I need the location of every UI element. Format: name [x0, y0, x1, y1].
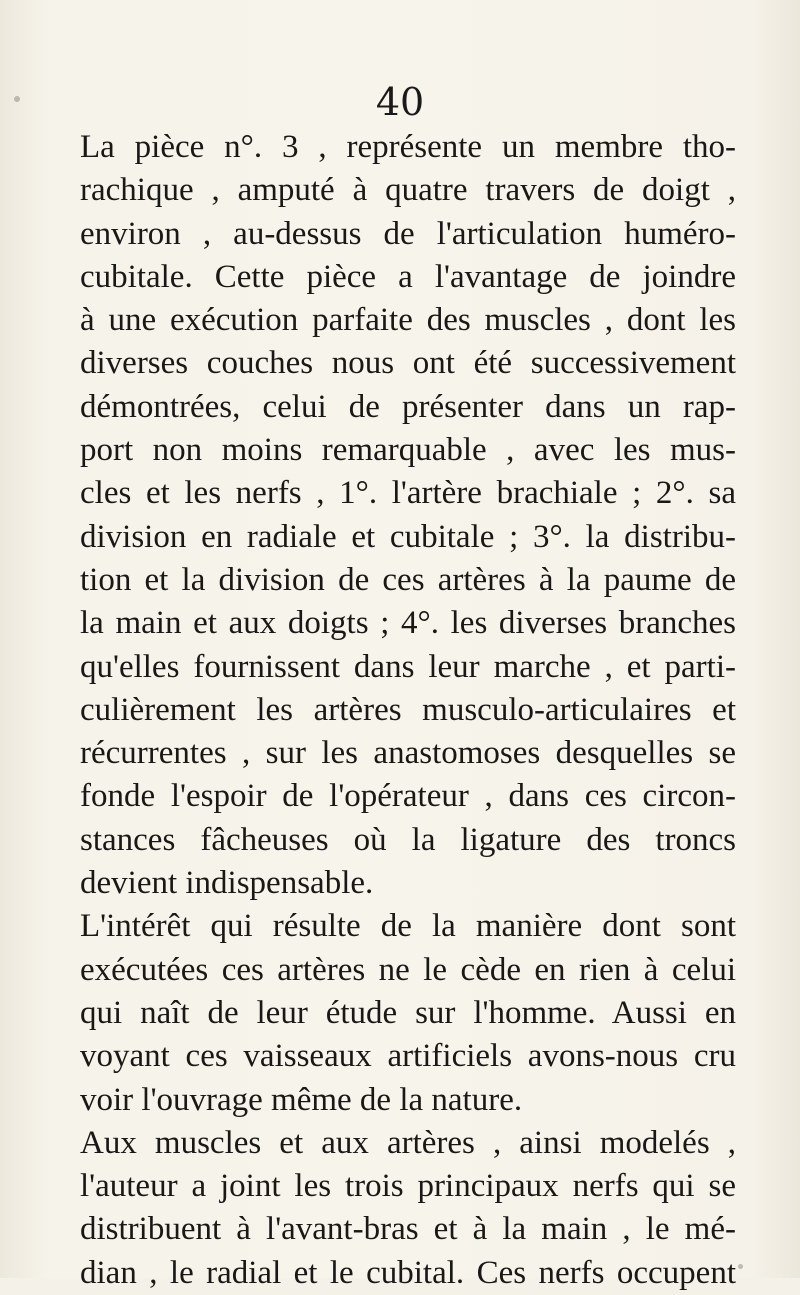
- text-line: voyant ces vaisseaux artificiels avons-nous cru: [80, 1038, 736, 1075]
- text-line: division en radiale et cubitale ; 3°. la distribu-: [80, 518, 736, 555]
- text-line: La pièce n°. 3 , représente un membre tho-: [80, 129, 736, 165]
- text-line: exécutées ces artères ne le cède en rien à celui: [80, 951, 736, 988]
- text-line: distribuent à l'avant-bras et à la main , le mé-: [80, 1211, 736, 1248]
- text-line: devient indispensable.: [80, 865, 374, 902]
- text-line: dian , le radial et le cubital. Ces nerfs occupent: [80, 1254, 736, 1291]
- text-line: cles et les nerfs , 1°. l'artère brachiale ; 2°. sa: [80, 475, 736, 512]
- text-line: diverses couches nous ont été successivement: [80, 345, 736, 382]
- text-line: qu'elles fournissent dans leur marche , et parti-: [80, 648, 736, 685]
- text-line: à une exécution parfaite des muscles , dont les: [80, 302, 736, 339]
- text-line: Aux muscles et aux artères , ainsi modelés ,: [80, 1124, 736, 1161]
- text-line: culièrement les artères musculo-articulaires et: [80, 691, 736, 728]
- text-line: récurrentes , sur les anastomoses desquelles se: [80, 735, 736, 772]
- text-line: rachique , amputé à quatre travers de doigt ,: [80, 172, 736, 209]
- text-line: qui naît de leur étude sur l'homme. Aussi en: [80, 994, 736, 1031]
- page-number: 40: [375, 80, 425, 124]
- text-line: cubitale. Cette pièce a l'avantage de joindre: [80, 258, 736, 295]
- text-line: port non moins remarquable , avec les mus-: [80, 432, 736, 469]
- paper-speck: [738, 1264, 743, 1269]
- text-line: l'auteur a joint les trois principaux nerfs qui se: [80, 1168, 736, 1205]
- text-line: tion et la division de ces artères à la paume de: [80, 561, 736, 598]
- text-line: L'intérêt qui résulte de la manière dont sont: [80, 908, 736, 945]
- body-text: [80, 126, 736, 1295]
- text-line: démontrées, celui de présenter dans un rap-: [80, 388, 736, 425]
- text-line: voir l'ouvrage même de la nature.: [80, 1081, 523, 1118]
- text-line: stances fâcheuses où la ligature des troncs: [80, 821, 736, 858]
- text-line: environ , au-dessus de l'articulation huméro-: [80, 215, 736, 252]
- paper-speck: [14, 96, 20, 102]
- text-line: fonde l'espoir de l'opérateur , dans ces circon-: [80, 778, 736, 815]
- text-line: la main et aux doigts ; 4°. les diverses branches: [80, 605, 736, 642]
